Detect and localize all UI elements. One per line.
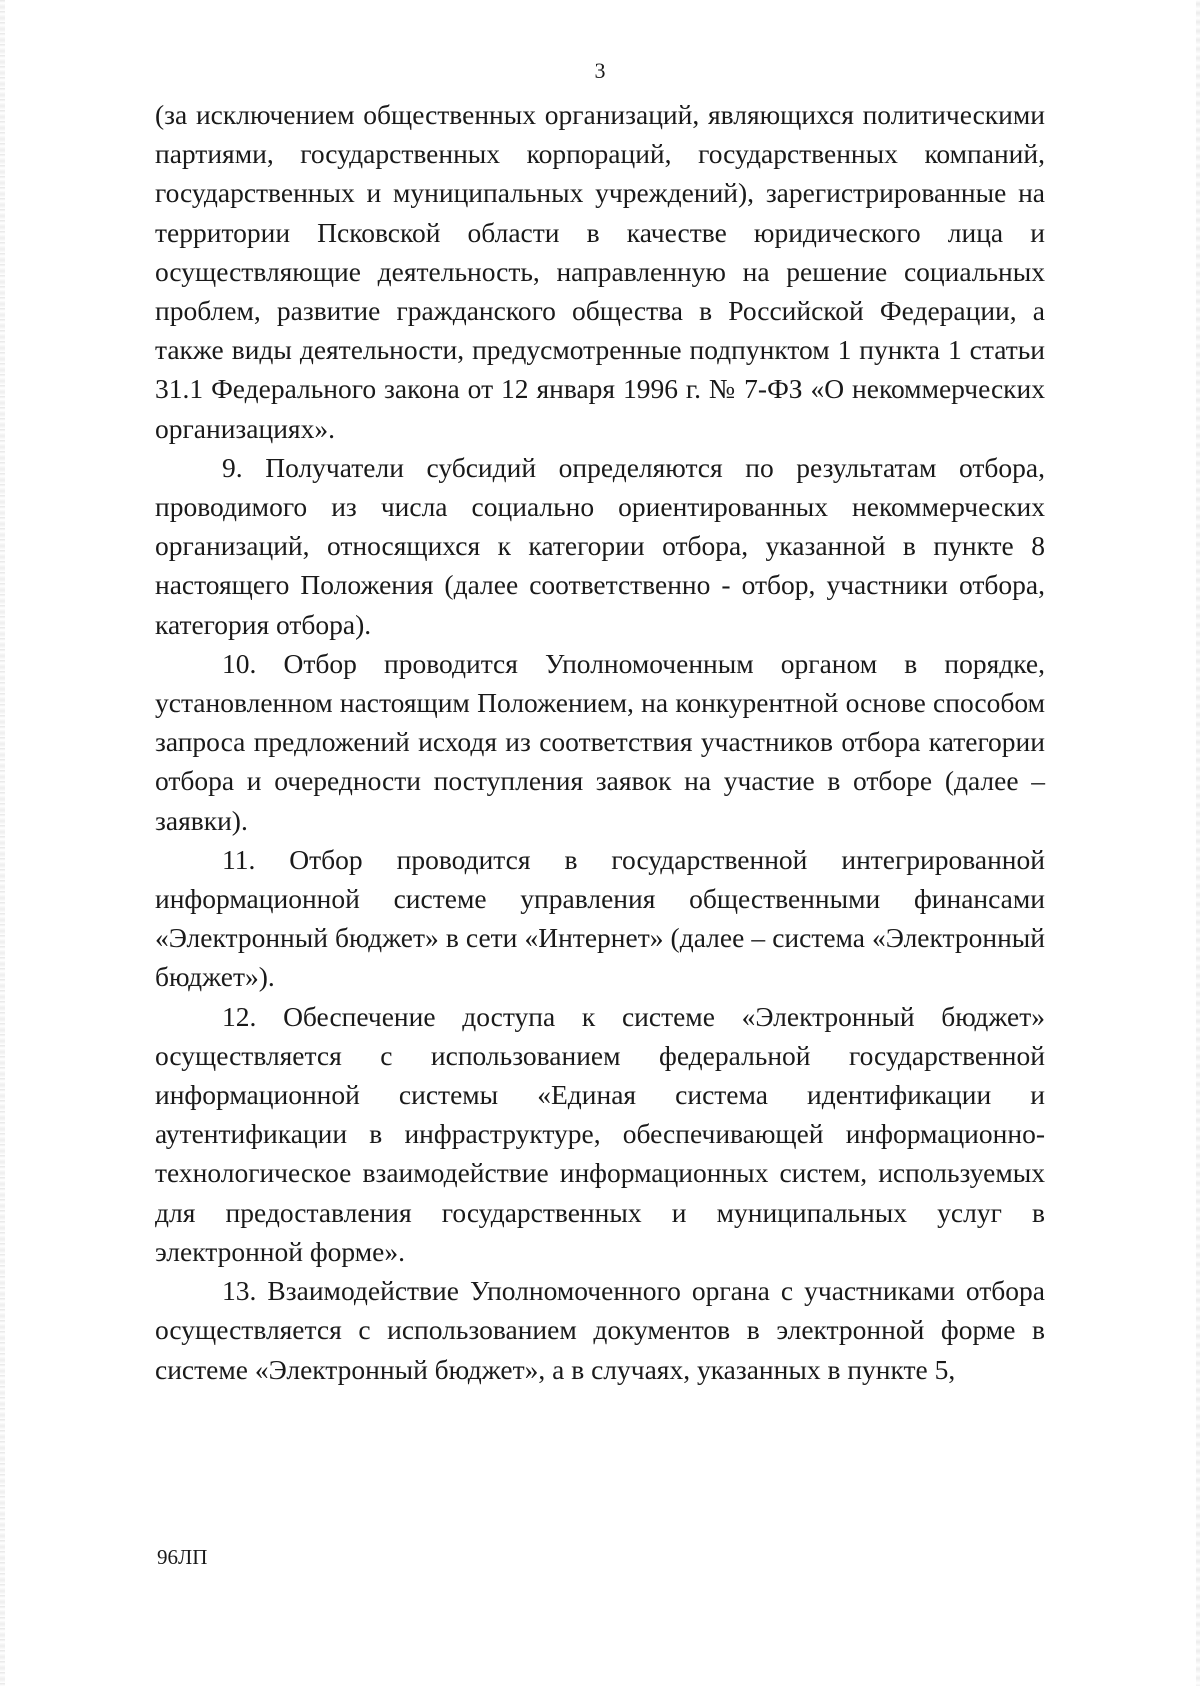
document-code: 96ЛП	[157, 1545, 208, 1569]
paragraph-item-12: 12. Обеспечение доступа к системе «Электронный бюджет» осуществляется с использованием федеральной государственной информационной системы «Единая система идентификации и аутентификации в инфраструктуре, обеспечивающей информационно-технологическое взаимодействие информационных систем, используемых для предоставления государственных и муниципальных услуг в электронной форме».	[155, 1000, 1045, 1267]
paragraph-item-11: 11. Отбор проводится в государственной интегрированной информационной системе управления общественными финансами «Электронный бюджет» в сети «Интернет» (далее – система «Электронный бюджет»).	[155, 843, 1045, 993]
paragraph-item-13: 13. Взаимодействие Уполномоченного органа с участниками отбора осуществляется с использованием документов в электронной форме в системе «Электронный бюджет», а в случаях, указанных в пункте 5,	[155, 1275, 1045, 1385]
scan-edge-right	[1196, 0, 1200, 1686]
document-body	[155, 95, 1045, 1389]
paragraph-item-10: 10. Отбор проводится Уполномоченным органом в порядке, установленном настоящим Положением, на конкурентной основе способом запроса предложений исходя из соответствия участников отбора категории отбора и очередности поступления заявок на участие в отборе (далее – заявки).	[155, 647, 1045, 836]
paragraph-continuation: (за исключением общественных организаций, являющихся политическими партиями, государственных корпораций, государственных компаний, государственных и муниципальных учреждений), зарегистрированные на территории Псковской области в качестве юридического лица и осуществляющие деятельность, направленную на решение социальных проблем, развитие гражданского общества в Российской Федерации, а также виды деятельности, предусмотренные подпунктом 1 пункта 1 статьи 31.1 Федерального закона от 12 января 1996 г. № 7-ФЗ «О некоммерческих организациях».	[155, 99, 1045, 444]
paragraph-item-9: 9. Получатели субсидий определяются по результатам отбора, проводимого из числа социально ориентированных некоммерческих организаций, относящихся к категории отбора, указанной в пункте 8 настоящего Положения (далее соответственно - отбор, участники отбора, категория отбора).	[155, 451, 1045, 640]
scan-edge-left	[0, 0, 5, 1686]
page-number: 3	[594, 58, 606, 83]
